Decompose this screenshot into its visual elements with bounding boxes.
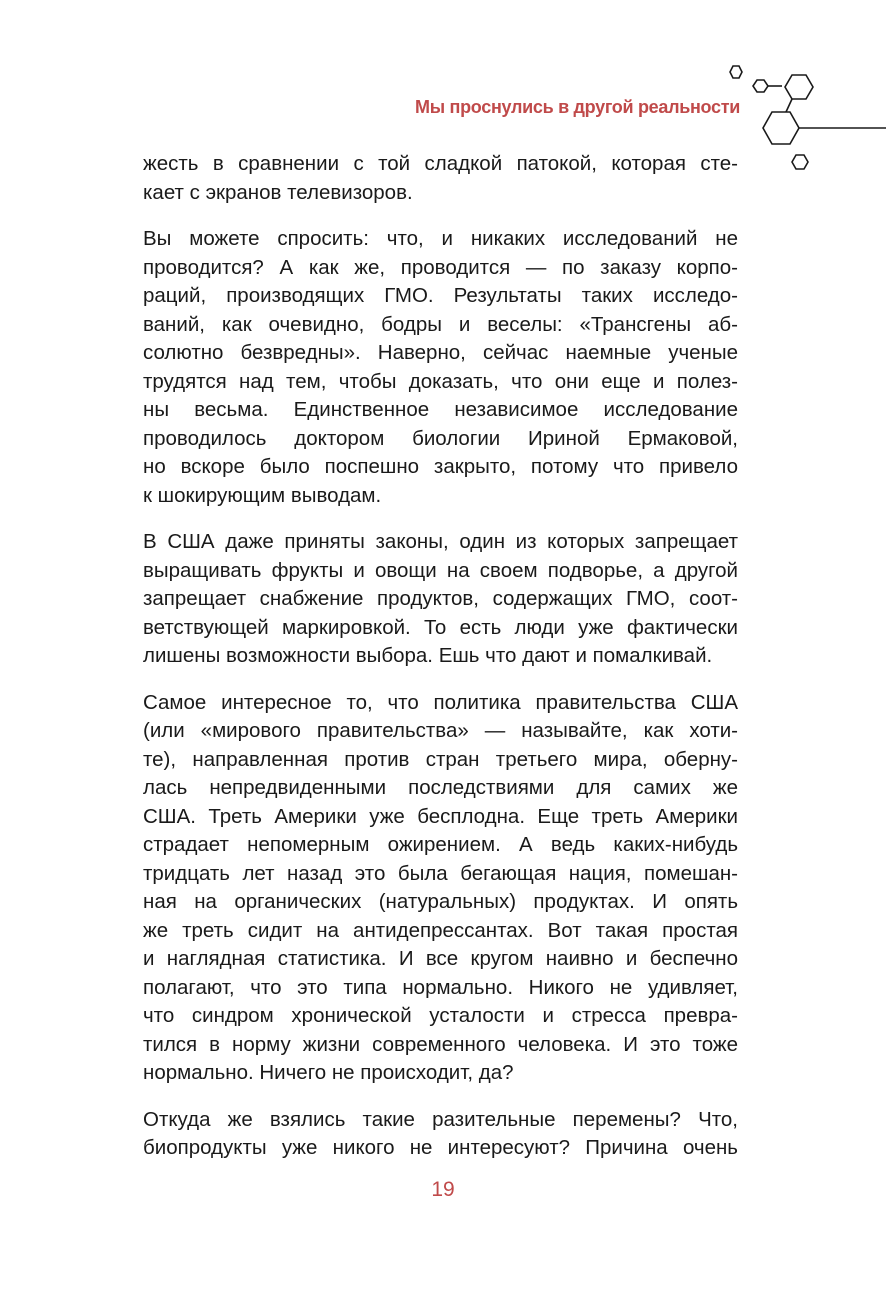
- text-line: страдает непомерным ожирением. А ведь каких-нибудь: [143, 833, 738, 856]
- text-line: ны весьма. Единственное независимое исследование: [143, 398, 738, 421]
- paragraph-3: [143, 528, 738, 671]
- text-line: лишены возможности выбора. Ешь что дают и помалкивай.: [143, 644, 713, 667]
- text-line: ваний, как очевидно, бодры и веселы: «Трансгены аб-: [143, 312, 738, 336]
- text-line: лась непредвиденными последствиями для самих же: [143, 776, 738, 799]
- text-line: кает с экранов телевизоров.: [143, 180, 413, 204]
- text-line: те), направленная против стран третьего мира, оберну-: [143, 747, 738, 771]
- paragraph-2: [143, 225, 738, 510]
- text-line: нормально. Ничего не происходит, да?: [143, 1061, 514, 1084]
- text-line: Откуда же взялись такие разительные перемены? Что,: [143, 1107, 738, 1131]
- text-line: выращивать фрукты и овощи на своем подворье, а другой: [143, 558, 738, 582]
- paragraph-5: [143, 1106, 738, 1163]
- text-line: солютно безвредны». Наверно, сейчас наемные ученые: [143, 341, 738, 364]
- text-line: США. Треть Америки уже бесплодна. Еще треть Америки: [143, 804, 738, 828]
- body-text: [143, 150, 738, 1181]
- paragraph-1: [143, 150, 738, 207]
- text-line: трудятся над тем, чтобы доказать, что они еще и полез-: [143, 369, 738, 393]
- text-line: В США даже приняты законы, один из которых запрещает: [143, 530, 738, 553]
- text-line: тился в норму жизни современного человека. И это тоже: [143, 1032, 738, 1056]
- text-line: к шокирующим выводам.: [143, 483, 382, 507]
- text-line: полагают, что это типа нормально. Никого не удивляет,: [143, 975, 738, 999]
- text-line: но вскоре было поспешно закрыто, потому что привело: [143, 455, 738, 478]
- text-line: и наглядная статистика. И все кругом наивно и беспечно: [143, 947, 738, 970]
- text-line: тридцать лет назад это была бегающая нация, помешан-: [143, 861, 738, 885]
- text-line: (или «мирового правительства» — называйте, как хоти-: [143, 719, 738, 742]
- page-number: 19: [431, 1178, 455, 1201]
- text-line: проводилось доктором биологии Ириной Ермаковой,: [143, 426, 738, 450]
- paragraph-4: [143, 689, 738, 1088]
- text-line: что синдром хронической усталости и стресса превра-: [143, 1004, 738, 1027]
- text-line: же треть сидит на антидепрессантах. Вот такая простая: [143, 918, 738, 942]
- text-line: запрещает снабжение продуктов, содержащих ГМО, соот-: [143, 587, 738, 610]
- text-line: ная на органических (натуральных) продуктах. И опять: [143, 890, 738, 913]
- hexagon-molecule-icon: [720, 60, 886, 180]
- text-line: проводится? А как же, проводится — по заказу корпо-: [143, 255, 738, 279]
- text-line: Самое интересное то, что политика правительства США: [143, 690, 738, 714]
- text-line: жесть в сравнении с той сладкой патокой, которая сте-: [143, 152, 738, 175]
- text-line: ветствующей маркировкой. То есть люди уже фактически: [143, 615, 738, 639]
- running-header: Мы проснулись в другой реальности: [415, 97, 740, 117]
- text-line: Вы можете спросить: что, и никаких исследований не: [143, 227, 738, 250]
- text-line: биопродукты уже никого не интересуют? Причина очень: [143, 1136, 738, 1159]
- text-line: раций, производящих ГМО. Результаты таких исследо-: [143, 284, 738, 307]
